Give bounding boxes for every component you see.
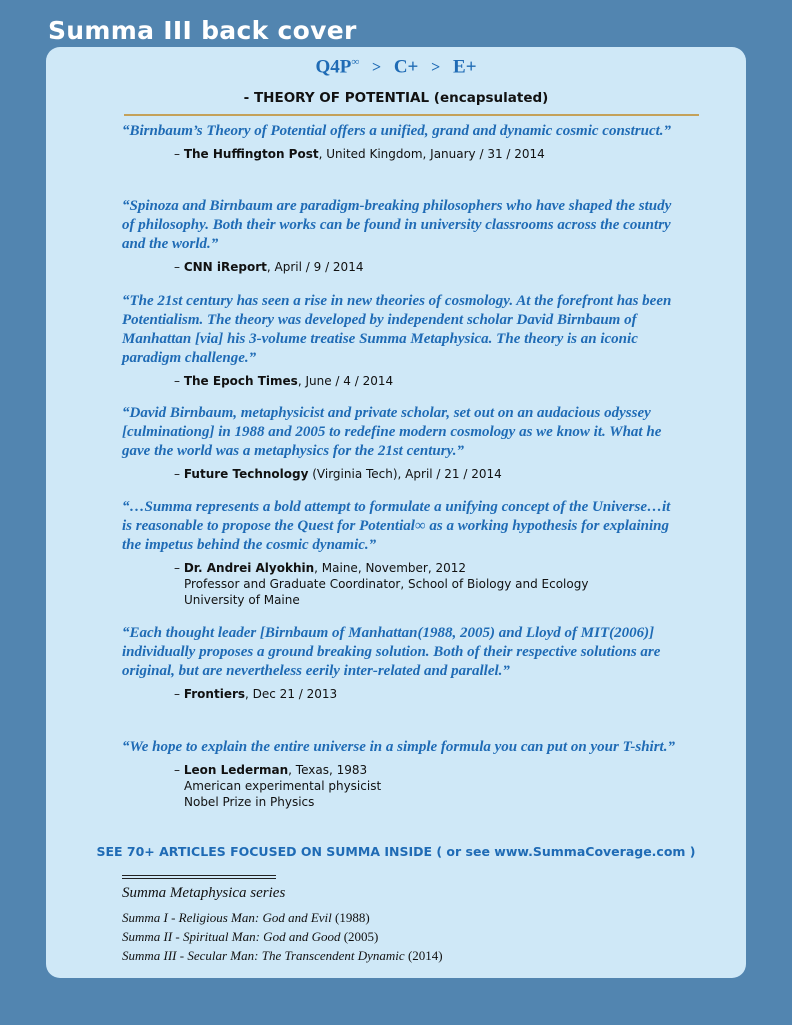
formula-heading [46,56,746,78]
quote-text: “…Summa represents a bold attempt to formulate a unifying concept of the Universe…it is reasonable to propose the Quest for Potential∞ as a working hypothesis for explaining the impetus behind the cosmic dynamic.” [122,499,671,553]
quote-text: “Birnbaum’s Theory of Potential offers a unified, grand and dynamic cosmic construct.” [122,123,672,139]
quote-block [122,738,682,810]
attribution-dash: – [174,260,184,274]
quote-block [122,122,682,162]
quote-attribution [174,560,682,608]
quote-block [122,292,682,389]
series-item-title: Summa I - Religious Man: God and Evil [122,910,332,925]
page-title: Summa III back cover [48,16,357,45]
source-extra-line: American experimental physicist [184,779,382,793]
quote-text: “We hope to explain the entire universe in a simple formula you can put on your T-shirt.” [122,739,675,755]
source-name: The Huffington Post [183,147,319,161]
source-details: , United Kingdom, January / 31 / 2014 [318,147,545,161]
series-divider-bottom [122,878,276,879]
quote-attribution [174,146,682,162]
quote-attribution [174,373,682,389]
series-title: Summa Metaphysica series [122,885,286,901]
source-details: , Dec 21 / 2013 [245,687,338,701]
quote-block [122,197,682,275]
attribution-dash: – [174,374,184,388]
formula-c: C+ [393,56,419,78]
series-item-title: Summa III - Secular Man: The Transcendent Dynamic [122,948,405,963]
source-name: Frontiers [183,687,246,701]
series-item [122,946,443,965]
source-details: , April / 9 / 2014 [266,260,364,274]
attribution-dash: – [174,763,184,777]
source-name: Leon Lederman [183,763,289,777]
series-divider-top [122,875,276,876]
formula-gt-2: > [431,59,441,77]
attribution-dash: – [174,147,184,161]
quote-text: “The 21st century has seen a rise in new theories of cosmology. At the forefront has been Potentialism. The theory was developed by independent scholar David Birnbaum of Manhattan [via] his 3-volume treatise Summa Metaphysica. The theory is an iconic paradigm challenge.” [122,293,672,366]
quote-attribution [174,466,682,482]
formula-gt-1: > [371,59,382,77]
series-item-year: (2005) [340,929,379,944]
series-item [122,908,443,927]
attribution-line [174,686,682,702]
attribution-line [174,259,682,275]
source-name: The Epoch Times [183,374,298,388]
source-name: Dr. Andrei Alyokhin [183,561,315,575]
source-details: (Virginia Tech), April / 21 / 2014 [308,467,502,481]
source-extra-line: Professor and Graduate Coordinator, School of Biology and Ecology [184,577,589,591]
series-item-title: Summa II - Spiritual Man: God and Good [122,929,341,944]
attribution-dash: – [174,467,184,481]
source-details: , June / 4 / 2014 [297,374,394,388]
source-name: CNN iReport [183,260,267,274]
series-item-year: (1988) [331,910,370,925]
quote-block [122,498,682,608]
formula-q4p: Q4P [315,56,352,78]
attribution-dash: – [174,561,184,575]
quote-text: “Spinoza and Birnbaum are paradigm-breaking philosophers who have shaped the study of philosophy. Both their works can be found in university classrooms across the country and the world.” [122,198,672,252]
quote-text: “Each thought leader [Birnbaum of Manhattan(1988, 2005) and Lloyd of MIT(2006)] individually proposes a ground breaking solution. Both of their respective solutions are original, but are nevertheless eerily inter-related and parallel.” [122,625,661,679]
formula-e: E+ [453,56,477,78]
quote-attribution [174,686,682,702]
attribution-line [174,466,682,482]
source-extra-line: University of Maine [184,593,300,607]
series-item-year: (2014) [404,948,443,963]
subtitle: - THEORY OF POTENTIAL (encapsulated) [243,90,549,106]
back-cover-card [46,47,746,978]
gold-divider [124,114,699,116]
attribution-line [174,146,682,162]
quote-block [122,404,682,482]
source-details: , Texas, 1983 [288,763,368,777]
series-item [122,927,443,946]
source-extra-line: Nobel Prize in Physics [184,795,315,809]
source-name: Future Technology [183,467,309,481]
attribution-line [174,560,682,576]
quote-attribution [174,762,682,810]
series-list [122,908,443,965]
quote-text: “David Birnbaum, metaphysicist and private scholar, set out on an audacious odyssey [culminationg] in 1988 and 2005 to redefine modern cosmology as we know it. What he gave the world was a metaphysics for the 21st century.” [122,405,662,459]
quote-block [122,624,682,702]
attribution-line [174,373,682,389]
quote-attribution [174,259,682,275]
attribution-dash: – [174,687,184,701]
source-details: , Maine, November, 2012 [314,561,467,575]
formula-infinity: ∞ [351,56,360,68]
see-more-link[interactable]: SEE 70+ ARTICLES FOCUSED ON SUMMA INSIDE ( or see www.SummaCoverage.com ) [96,844,696,859]
attribution-line [174,762,682,778]
